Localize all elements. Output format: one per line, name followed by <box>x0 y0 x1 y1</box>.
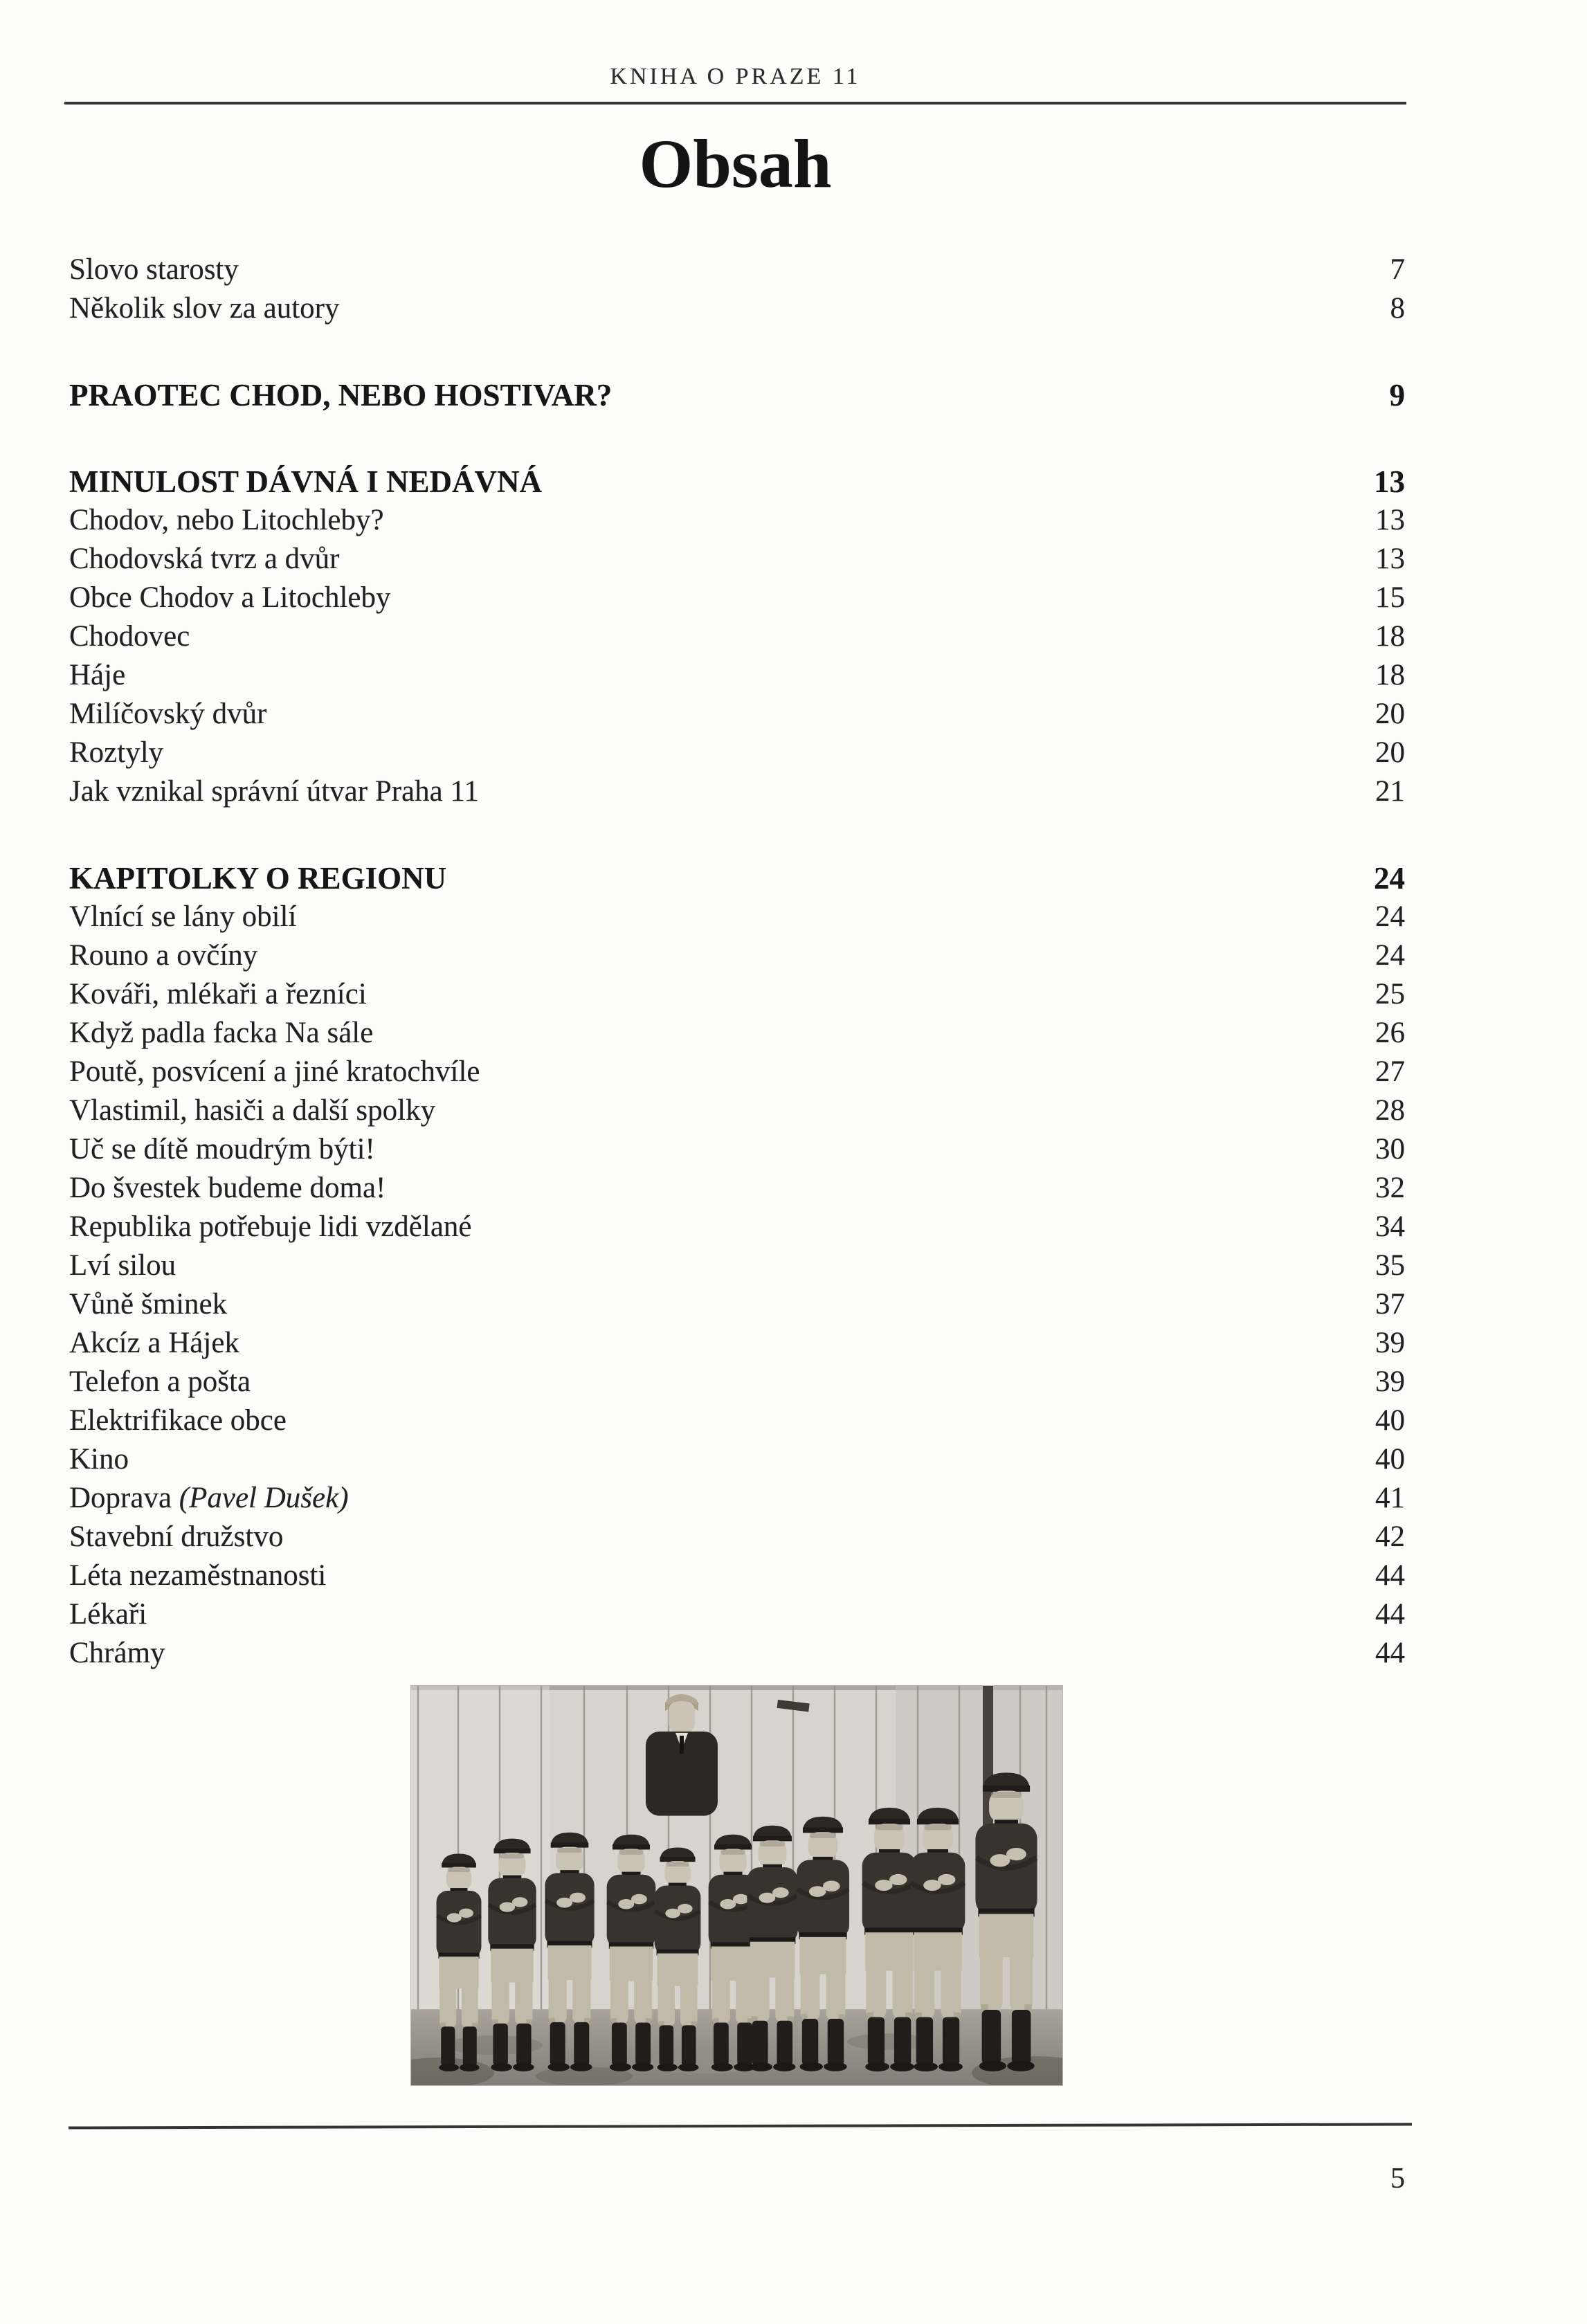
toc-row <box>69 617 1405 656</box>
toc-entry-page: 40 <box>1375 1404 1405 1437</box>
toc-row <box>69 1130 1405 1169</box>
toc-row <box>69 1556 1405 1595</box>
toc-entry-label: Stavební družstvo <box>69 1520 284 1553</box>
toc-entry-page: 44 <box>1375 1559 1405 1592</box>
toc-entry-label: Lékaři <box>69 1598 147 1631</box>
toc-entry-label: Roztyly <box>69 736 164 769</box>
toc-row <box>69 1053 1405 1091</box>
toc-entry-label: MINULOST DÁVNÁ I NEDÁVNÁ <box>69 464 542 499</box>
toc-row <box>69 1440 1405 1479</box>
toc-list <box>69 251 1405 1673</box>
toc-entry-page: 35 <box>1375 1249 1405 1282</box>
toc-row <box>69 1246 1405 1285</box>
toc-entry-page: 20 <box>1375 698 1405 730</box>
toc-row <box>69 975 1405 1014</box>
toc-entry-page: 25 <box>1375 978 1405 1010</box>
toc-entry-page: 21 <box>1375 775 1405 808</box>
toc-entry-page: 39 <box>1375 1327 1405 1359</box>
toc-entry-page: 24 <box>1375 900 1405 933</box>
toc-entry-page: 24 <box>1374 861 1405 896</box>
toc-row <box>69 1479 1405 1518</box>
toc-entry-label: Republika potřebuje lidi vzdělané <box>69 1210 472 1243</box>
toc-row <box>69 251 1405 289</box>
toc-entry-page: 24 <box>1375 939 1405 972</box>
toc-entry-label: Léta nezaměstnanosti <box>69 1559 327 1592</box>
toc-entry-label: Chodovec <box>69 620 190 653</box>
toc-entry-page: 28 <box>1375 1094 1405 1127</box>
toc-row <box>69 1363 1405 1401</box>
toc-row <box>69 1595 1405 1634</box>
toc-row <box>69 289 1405 328</box>
toc-entry-page: 13 <box>1375 543 1405 575</box>
toc-heading-row <box>69 376 1405 415</box>
toc-entry-label: Telefon a pošta <box>69 1365 251 1398</box>
header-rule <box>64 102 1406 105</box>
toc-entry-label: Několik slov za autory <box>69 292 340 325</box>
footer-rule <box>69 2123 1412 2129</box>
toc-entry-label: PRAOTEC CHOD, NEBO HOSTIVAR? <box>69 378 613 412</box>
toc-entry-label: Lví silou <box>69 1249 176 1282</box>
toc-row <box>69 540 1405 579</box>
toc-entry-label: Vůně šminek <box>69 1288 228 1320</box>
toc-row <box>69 1634 1405 1673</box>
toc-entry-label: Do švestek budeme doma! <box>69 1172 386 1204</box>
toc-row <box>69 898 1405 936</box>
toc-entry-page: 8 <box>1390 292 1405 325</box>
toc-entry-page: 7 <box>1390 253 1405 286</box>
toc-entry-label: Vlastimil, hasiči a další spolky <box>69 1094 436 1127</box>
toc-entry-page: 13 <box>1374 464 1405 499</box>
toc-entry-page: 13 <box>1375 504 1405 536</box>
toc-row <box>69 734 1405 772</box>
toc-entry-label: Chodov, nebo Litochleby? <box>69 504 384 536</box>
toc-row <box>69 695 1405 734</box>
toc-row <box>69 1208 1405 1246</box>
toc-heading-row <box>69 859 1405 898</box>
toc-entry-label: Háje <box>69 659 126 691</box>
toc-entry-label: Kováři, mlékaři a řezníci <box>69 978 367 1010</box>
toc-row <box>69 1324 1405 1363</box>
historical-photo-art <box>411 1686 1062 2085</box>
toc-heading-row <box>69 462 1405 501</box>
toc-entry-page: 34 <box>1375 1210 1405 1243</box>
toc-row <box>69 772 1405 811</box>
toc-entry-label: Uč se dítě moudrým býti! <box>69 1133 375 1165</box>
running-header: KNIHA O PRAZE 11 <box>610 64 861 89</box>
toc-entry-label: KAPITOLKY O REGIONU <box>69 861 447 896</box>
toc-row <box>69 656 1405 695</box>
toc-row <box>69 579 1405 617</box>
toc-entry-label: Elektrifikace obce <box>69 1404 287 1437</box>
toc-entry-label: Chodovská tvrz a dvůr <box>69 543 340 575</box>
toc-row <box>69 1169 1405 1208</box>
toc-entry-page: 27 <box>1375 1055 1405 1088</box>
toc-entry-page: 20 <box>1375 736 1405 769</box>
toc-entry-page: 26 <box>1375 1017 1405 1049</box>
toc-entry-label: Obce Chodov a Litochleby <box>69 581 391 614</box>
toc-entry-label: Vlnící se lány obilí <box>69 900 297 933</box>
toc-entry-page: 40 <box>1375 1443 1405 1476</box>
toc-entry-page: 18 <box>1375 659 1405 691</box>
toc-entry-page: 18 <box>1375 620 1405 653</box>
toc-entry-page: 44 <box>1375 1637 1405 1669</box>
toc-entry-label: Doprava (Pavel Dušek) <box>69 1482 349 1514</box>
toc-entry-page: 39 <box>1375 1365 1405 1398</box>
historical-photo <box>411 1686 1062 2085</box>
toc-row <box>69 501 1405 540</box>
toc-entry-label: Kino <box>69 1443 129 1476</box>
toc-entry-label: Akcíz a Hájek <box>69 1327 239 1359</box>
toc-entry-page: 9 <box>1389 378 1405 412</box>
toc-entry-label: Jak vznikal správní útvar Praha 11 <box>69 775 479 808</box>
toc-entry-label: Slovo starosty <box>69 253 239 286</box>
toc-row <box>69 1518 1405 1556</box>
page-title: Obsah <box>639 125 832 202</box>
page-number: 5 <box>1390 2163 1405 2195</box>
toc-row <box>69 1401 1405 1440</box>
toc-entry-page: 44 <box>1375 1598 1405 1631</box>
toc-row <box>69 1014 1405 1053</box>
toc-row <box>69 1285 1405 1324</box>
toc-entry-page: 41 <box>1375 1482 1405 1514</box>
toc-entry-label: Poutě, posvícení a jiné kratochvíle <box>69 1055 480 1088</box>
toc-entry-page: 30 <box>1375 1133 1405 1165</box>
toc-entry-label: Když padla facka Na sále <box>69 1017 374 1049</box>
toc-entry-page: 37 <box>1375 1288 1405 1320</box>
toc-entry-label: Chrámy <box>69 1637 165 1669</box>
toc-entry-label: Milíčovský dvůr <box>69 698 267 730</box>
toc-entry-label: Rouno a ovčíny <box>69 939 258 972</box>
toc-row <box>69 1091 1405 1130</box>
toc-entry-page: 42 <box>1375 1520 1405 1553</box>
toc-entry-page: 32 <box>1375 1172 1405 1204</box>
toc-entry-page: 15 <box>1375 581 1405 614</box>
toc-row <box>69 936 1405 975</box>
